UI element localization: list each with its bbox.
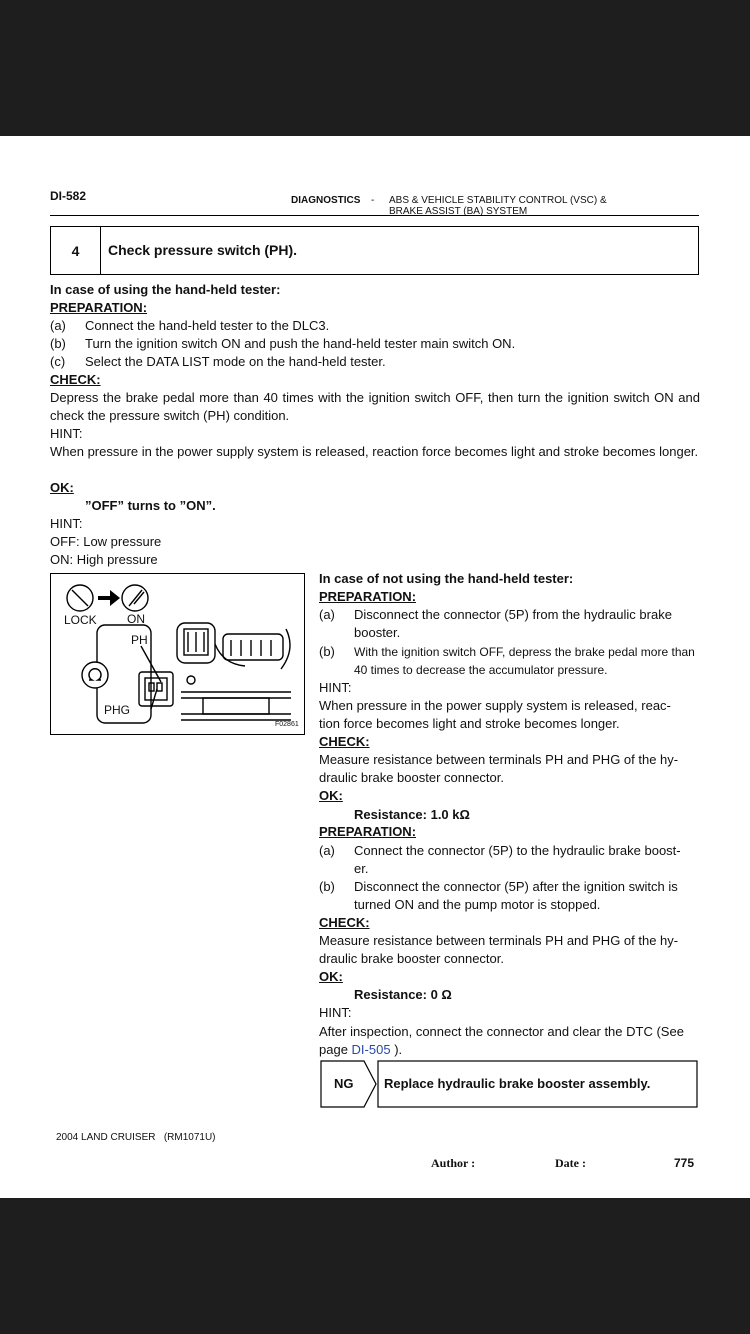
prep-c-marker: (c) [50, 354, 66, 369]
system-title-line1: ABS & VEHICLE STABILITY CONTROL (VSC) & [389, 195, 607, 206]
page-code: DI-582 [50, 189, 87, 203]
prep-c-text: Select the DATA LIST mode on the hand-held tester. [85, 354, 386, 369]
header-rule [50, 215, 699, 216]
hint2-on: ON: High pressure [50, 552, 158, 567]
nt-ok2-value: Resistance: 0 Ω [354, 987, 452, 1002]
diagram-drawing [51, 574, 304, 734]
hint-text: When pressure in the power supply system is released, reaction force becomes light and stroke becomes longer. [50, 444, 699, 459]
prep-b-marker: (b) [50, 336, 66, 351]
page-number: 775 [674, 1156, 695, 1170]
nt-prep2-a-marker: (a) [319, 843, 335, 858]
nt-hint-label: HINT: [319, 680, 352, 695]
nt-check-label: CHECK: [319, 734, 370, 749]
nt-hint2-label: HINT: [319, 1005, 352, 1020]
nt-hint2-end: ). [394, 1042, 403, 1057]
nt-prep2-a-line1: Connect the connector (5P) to the hydraulic brake boost- [354, 843, 681, 858]
manual-page [0, 136, 750, 1198]
header-separator: - [371, 195, 375, 206]
section-name: DIAGNOSTICS [291, 195, 361, 206]
on-label: ON [127, 612, 145, 626]
hint2-off: OFF: Low pressure [50, 534, 162, 549]
prep-b-text: Turn the ignition switch ON and push the hand-held tester main switch ON. [85, 336, 516, 351]
prep-a-text: Connect the hand-held tester to the DLC3. [85, 318, 330, 333]
ok-label: OK: [50, 480, 74, 495]
figure-code: F02861 [275, 721, 299, 728]
ohmmeter-icon [82, 662, 108, 688]
date-label: Date : [555, 1156, 586, 1170]
nt-hint2-page: page [319, 1042, 348, 1057]
nt-hint2-line2 [319, 1041, 402, 1059]
nt-prep-b-marker: (b) [319, 644, 335, 659]
system-title [389, 195, 649, 217]
nt-check2-line2: draulic brake booster connector. [319, 951, 504, 966]
nt-hint-line2: tion force becomes light and stroke becomes longer. [319, 716, 620, 731]
nt-prep-b-line2: 40 times to decrease the accumulator pressure. [354, 663, 608, 677]
nt-prep2-b-marker: (b) [319, 879, 335, 894]
nt-hint-line1: When pressure in the power supply system is released, reac- [319, 698, 671, 713]
hint2-label: HINT: [50, 516, 83, 531]
nt-prep-a-line2: booster. [354, 625, 401, 640]
tester-heading: In case of using the hand-held tester: [50, 282, 281, 297]
check-label: CHECK: [50, 372, 101, 387]
author-label: Author : [431, 1156, 476, 1170]
ng-label: NG [334, 1076, 354, 1091]
phg-label: PHG [104, 703, 131, 717]
nt-ok-value: Resistance: 1.0 kΩ [354, 807, 470, 822]
ng-result-box [320, 1060, 698, 1108]
nt-check-line2: draulic brake booster connector. [319, 770, 504, 785]
step-title: Check pressure switch (PH). [108, 242, 298, 258]
di-505-link[interactable]: DI-505 [351, 1042, 391, 1057]
vehicle-model: 2004 LAND CRUISER (RM1071U) [56, 1132, 216, 1143]
nt-check2-line1: Measure resistance between terminals PH and PHG of the hy- [319, 933, 679, 948]
connector-diagram [50, 573, 305, 735]
nt-prep-b-line1: With the ignition switch OFF, depress the brake pedal more than [354, 645, 695, 659]
ng-action: Replace hydraulic brake booster assembly. [384, 1076, 651, 1091]
nt-check-line1: Measure resistance between terminals PH and PHG of the hy- [319, 752, 679, 767]
preparation-label: PREPARATION: [50, 300, 148, 315]
prep-a-marker: (a) [50, 318, 66, 333]
nt-prep-a-marker: (a) [319, 607, 335, 622]
ph-label: PH [131, 633, 148, 647]
nt-check2-label: CHECK: [319, 915, 370, 930]
nt-ok2-label: OK: [319, 969, 343, 984]
no-tester-heading: In case of not using the hand-held tester: [319, 571, 574, 586]
arrow-icon [98, 590, 120, 606]
step-number: 4 [51, 227, 101, 274]
nt-prep-a-line1: Disconnect the connector (5P) from the hydraulic brake [354, 607, 672, 622]
nt-prep2-b-line2: turned ON and the pump motor is stopped. [354, 897, 601, 912]
step-box [50, 226, 699, 275]
nt-hint2-line1: After inspection, connect the connector and clear the DTC (See [319, 1024, 684, 1039]
nt-ok-label: OK: [319, 788, 343, 803]
lock-label: LOCK [64, 613, 97, 627]
hint-label: HINT: [50, 426, 83, 441]
nt-prep2-a-line2: er. [354, 861, 369, 876]
nt-prep2-b-line1: Disconnect the connector (5P) after the ignition switch is [354, 879, 678, 894]
system-title-line2: BRAKE ASSIST (BA) SYSTEM [389, 206, 528, 217]
no-tester-prep-label: PREPARATION: [319, 589, 417, 604]
nt-prep2-label: PREPARATION: [319, 824, 417, 839]
check-text: Depress the brake pedal more than 40 times with the ignition switch OFF, then turn the ignition switch ON and check the pressure switch (PH) condition. [50, 390, 700, 423]
ok-value: ”OFF” turns to ”ON”. [85, 498, 216, 513]
